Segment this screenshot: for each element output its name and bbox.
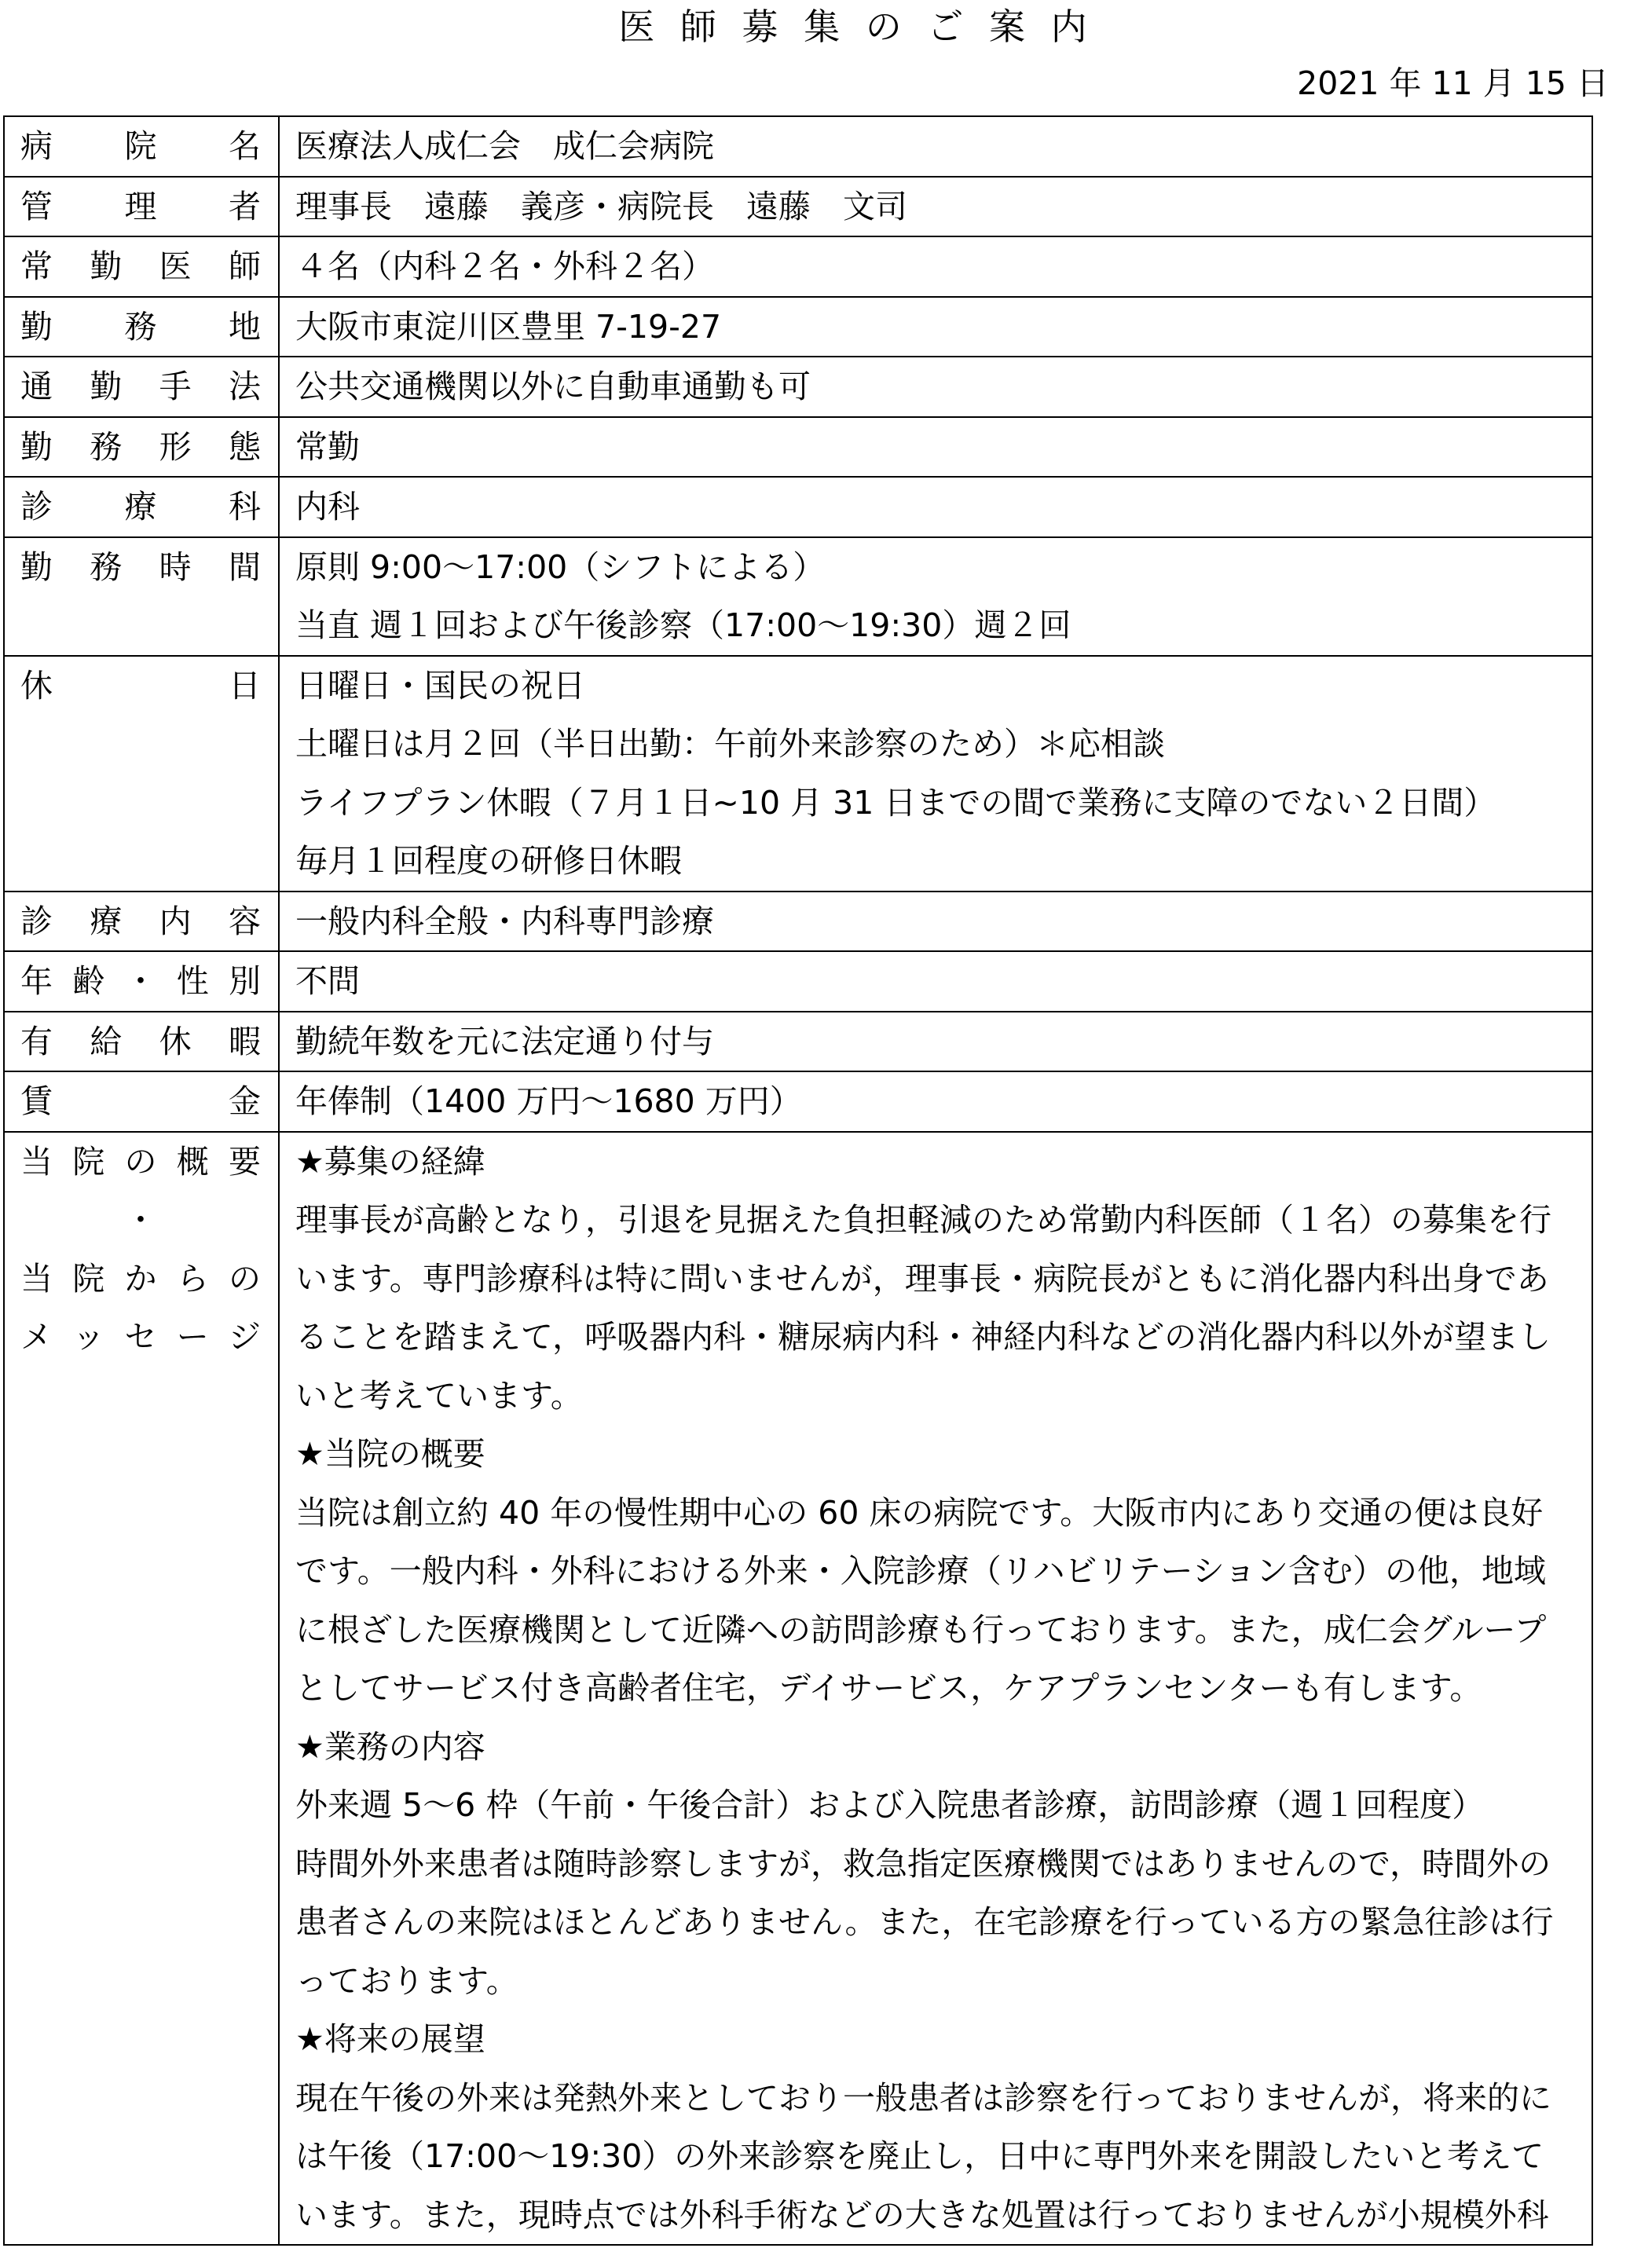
commute-value: 公共交通機関以外に自動車通勤も可 bbox=[295, 368, 811, 405]
paid-leave-label-cell bbox=[5, 1012, 280, 1071]
commute-label-cell bbox=[5, 357, 280, 416]
department-value-cell bbox=[280, 478, 1592, 536]
overview-message-value-cell bbox=[280, 1133, 1592, 2245]
section-heading: ★募集の経緯 bbox=[295, 1142, 485, 1181]
holidays-value-cell bbox=[280, 657, 1592, 891]
overview-message-label-line: ・ bbox=[124, 1201, 157, 1239]
recruitment-table bbox=[3, 115, 1593, 2246]
hospital-name-value: 医療法人成仁会 成仁会病院 bbox=[295, 127, 714, 165]
section-line: いと考えています。 bbox=[295, 1376, 583, 1415]
section-recruitment-background bbox=[295, 1133, 1592, 1426]
row-commute bbox=[5, 356, 1592, 416]
overview-message-label-line: 当 院 の 概 要 bbox=[20, 1142, 261, 1181]
holidays-line: 土曜日は月２回（半日出勤：午前外来診察のため）＊応相談 bbox=[295, 725, 1165, 763]
overview-message-label-line: メ ッ セ ー ジ bbox=[20, 1318, 261, 1356]
row-work-location bbox=[5, 296, 1592, 357]
section-line: います。専門診療科は特に問いませんが，理事長・病院長がともに消化器内科出身であ bbox=[295, 1259, 1549, 1298]
section-line: います。また，現時点では外科手術などの大きな処置は行っておりませんが小規模外科 bbox=[295, 2195, 1549, 2234]
section-heading: ★業務の内容 bbox=[295, 1727, 485, 1766]
age-gender-label-cell bbox=[5, 952, 280, 1011]
employment-type-label: 勤 務 形 態 bbox=[20, 427, 261, 466]
working-hours-label-cell bbox=[5, 538, 280, 655]
salary-label-cell bbox=[5, 1072, 280, 1131]
holidays-label: 休 日 bbox=[20, 666, 261, 705]
holidays-line: ライフプラン休暇（７月１日~10 月 31 日までの間で業務に支障のでない２日間） bbox=[295, 783, 1496, 822]
document-title: 医 師 募 集 の ご 案 内 bbox=[618, 5, 1094, 48]
fulltime-doctors-value: ４名（内科２名・外科２名） bbox=[295, 247, 714, 285]
commute-value-cell bbox=[280, 357, 1592, 416]
row-employment-type bbox=[5, 416, 1592, 477]
employment-type-label-cell bbox=[5, 418, 280, 477]
section-line: に根ざした医療機関として近隣への訪問診療も行っております。また，成仁会グループ bbox=[295, 1610, 1547, 1649]
row-salary bbox=[5, 1071, 1592, 1131]
row-department bbox=[5, 476, 1592, 536]
row-working-hours bbox=[5, 536, 1592, 655]
section-heading: ★将来の展望 bbox=[295, 2020, 485, 2058]
hospital-name-label: 病 院 名 bbox=[20, 127, 261, 165]
row-holidays bbox=[5, 655, 1592, 891]
working-hours-line: 当直 週１回および午後診察（17:00～19:30）週２回 bbox=[295, 606, 1071, 644]
holidays-line: 毎月１回程度の研修日休暇 bbox=[295, 842, 682, 880]
work-location-value: 大阪市東淀川区豊里 7-19-27 bbox=[295, 307, 722, 346]
paid-leave-value-cell bbox=[280, 1012, 1592, 1071]
medical-content-value-cell bbox=[280, 892, 1592, 951]
department-value: 内科 bbox=[295, 488, 360, 525]
salary-label: 賃 金 bbox=[20, 1082, 261, 1120]
age-gender-value: 不問 bbox=[295, 962, 360, 1000]
row-age-gender bbox=[5, 950, 1592, 1011]
fulltime-doctors-label-cell bbox=[5, 237, 280, 296]
manager-label-cell bbox=[5, 178, 280, 236]
hospital-name-value-cell bbox=[280, 117, 1592, 176]
holidays-label-cell bbox=[5, 657, 280, 891]
document-date: 2021 年 11 月 15 日 bbox=[1297, 64, 1609, 102]
hospital-name-label-cell bbox=[5, 117, 280, 176]
section-hospital-overview bbox=[295, 1425, 1592, 1718]
section-line: 理事長が高齢となり，引退を見据えた負担軽減のため常勤内科医師（１名）の募集を行 bbox=[295, 1201, 1551, 1239]
section-line: 患者さんの来院はほとんどありません。また，在宅診療を行っている方の緊急往診は行 bbox=[295, 1903, 1554, 1941]
section-job-content bbox=[295, 1718, 1592, 2011]
section-line: っております。 bbox=[295, 1961, 518, 2000]
section-line: ることを踏まえて，呼吸器内科・糖尿病内科・神経内科などの消化器内科以外が望まし bbox=[295, 1318, 1551, 1356]
row-fulltime-doctors bbox=[5, 236, 1592, 296]
work-location-label-cell bbox=[5, 298, 280, 357]
salary-value-cell bbox=[280, 1072, 1592, 1131]
manager-value-cell bbox=[280, 178, 1592, 236]
work-location-value-cell bbox=[280, 298, 1592, 357]
working-hours-value-cell bbox=[280, 538, 1592, 655]
holidays-line: 日曜日・国民の祝日 bbox=[295, 666, 585, 705]
paid-leave-value: 勤続年数を元に法定通り付与 bbox=[295, 1022, 714, 1060]
department-label-cell bbox=[5, 478, 280, 536]
row-overview-message bbox=[5, 1131, 1592, 2245]
row-hospital-name bbox=[5, 117, 1592, 176]
work-location-label: 勤 務 地 bbox=[20, 307, 261, 346]
commute-label: 通 勤 手 法 bbox=[20, 368, 261, 405]
department-label: 診 療 科 bbox=[20, 488, 261, 525]
fulltime-doctors-label: 常 勤 医 師 bbox=[20, 247, 261, 285]
section-future-outlook bbox=[295, 2010, 1592, 2244]
row-manager bbox=[5, 176, 1592, 236]
fulltime-doctors-value-cell bbox=[280, 237, 1592, 296]
section-line: 時間外外来患者は随時診察しますが，救急指定医療機関ではありませんので，時間外の bbox=[295, 1844, 1551, 1883]
medical-content-label: 診 療 内 容 bbox=[20, 902, 261, 940]
employment-type-value: 常勤 bbox=[295, 427, 360, 466]
overview-message-label-line: 当 院 か ら の bbox=[20, 1259, 261, 1298]
section-line: 現在午後の外来は発熱外来としており一般患者は診察を行っておりませんが，将来的に bbox=[295, 2078, 1551, 2117]
overview-message-label-cell bbox=[5, 1133, 280, 2245]
row-medical-content bbox=[5, 891, 1592, 951]
section-line: 当院は創立約 40 年の慢性期中心の 60 床の病院です。大阪市内にあり交通の便は良好 bbox=[295, 1493, 1544, 1532]
section-line: は午後（17:00～19:30）の外来診察を廃止し，日中に専門外来を開設したいと考えて bbox=[295, 2137, 1544, 2175]
medical-content-value: 一般内科全般・内科専門診療 bbox=[295, 902, 714, 940]
working-hours-label: 勤 務 時 間 bbox=[20, 547, 261, 586]
section-heading: ★当院の概要 bbox=[295, 1435, 485, 1473]
age-gender-label: 年 齢 ・ 性 別 bbox=[20, 962, 261, 1000]
section-line: 外来週 5～6 枠（午前・午後合計）および入院患者診療，訪問診療（週１回程度） bbox=[295, 1786, 1485, 1824]
age-gender-value-cell bbox=[280, 952, 1592, 1011]
working-hours-line: 原則 9:00～17:00（シフトによる） bbox=[295, 547, 826, 586]
salary-value: 年俸制（1400 万円～1680 万円） bbox=[295, 1082, 802, 1120]
manager-label: 管 理 者 bbox=[20, 187, 261, 225]
row-paid-leave bbox=[5, 1011, 1592, 1071]
section-line: です。一般内科・外科における外来・入院診療（リハビリテーション含む）の他，地域 bbox=[295, 1552, 1547, 1590]
section-line: としてサービス付き高齢者住宅，デイサービス，ケアプランセンターも有します。 bbox=[295, 1669, 1482, 1707]
paid-leave-label: 有 給 休 暇 bbox=[20, 1022, 261, 1060]
employment-type-value-cell bbox=[280, 418, 1592, 477]
medical-content-label-cell bbox=[5, 892, 280, 951]
manager-value: 理事長 遠藤 義彦・病院長 遠藤 文司 bbox=[295, 187, 907, 225]
